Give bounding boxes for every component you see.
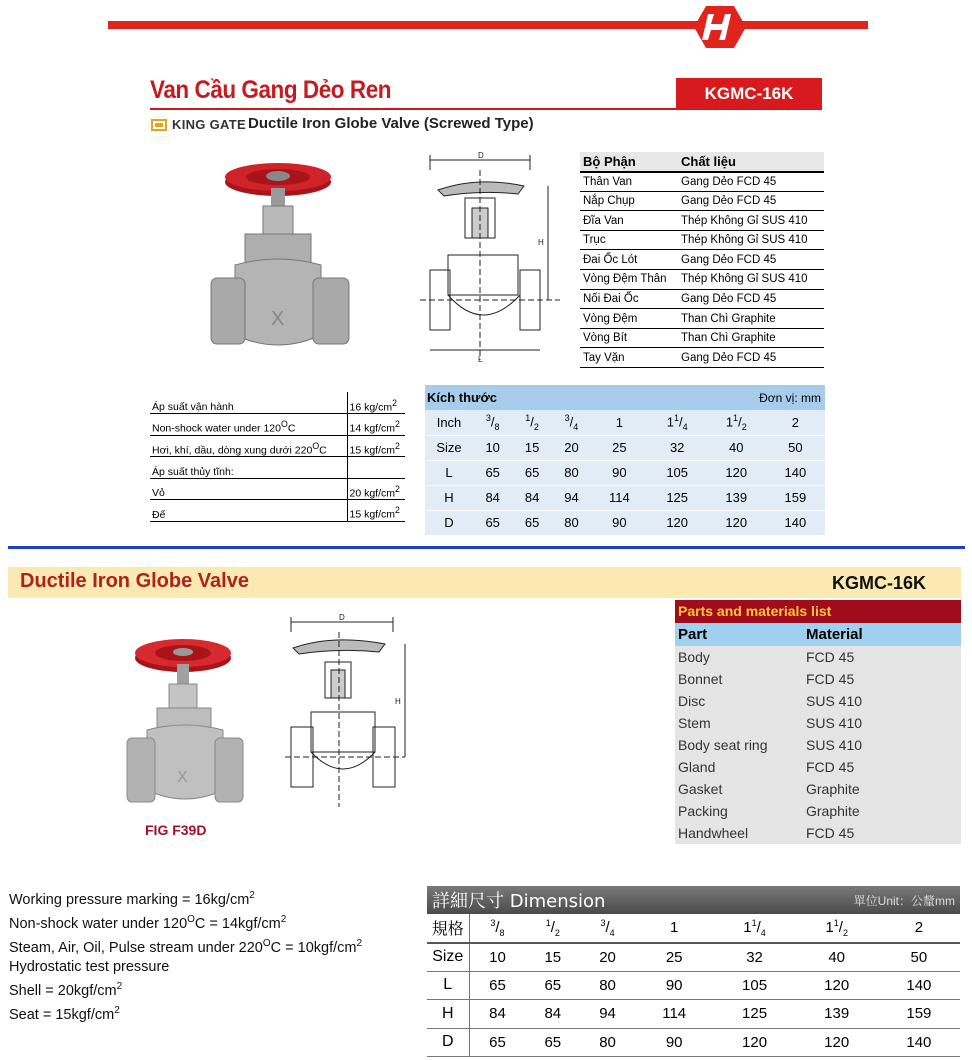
cell: 120 — [713, 1028, 795, 1057]
cell: 20 — [552, 435, 591, 460]
cell: 80 — [552, 510, 591, 535]
cell: 50 — [766, 435, 825, 460]
part-name: Vòng Bít — [580, 328, 678, 348]
table-row — [425, 460, 825, 485]
kinggate-crown-icon — [150, 116, 168, 132]
part-material: Gang Dẻo FCD 45 — [678, 289, 824, 309]
part-material: Gang Dẻo FCD 45 — [678, 250, 824, 270]
cell: 10 — [473, 435, 512, 460]
table-row — [675, 646, 961, 668]
part-name: Packing — [678, 803, 728, 819]
part-material: Gang Dẻo FCD 45 — [678, 191, 824, 211]
cell: 80 — [552, 460, 591, 485]
svg-text:X: X — [177, 769, 188, 786]
vn-subtitle: Ductile Iron Globe Valve (Screwed Type) — [248, 115, 534, 132]
en-model-code: KGMC-16K — [832, 573, 927, 593]
cell: 159 — [766, 485, 825, 510]
part-material: FCD 45 — [806, 759, 855, 775]
cell: 94 — [552, 485, 591, 510]
vn-model-code: KGMC-16K — [676, 78, 822, 109]
cell: 84 — [469, 1000, 525, 1029]
part-name: Vòng Đệm — [580, 309, 678, 329]
cell: 140 — [878, 1028, 960, 1057]
svg-text:D: D — [478, 151, 484, 160]
cell: 40 — [707, 435, 766, 460]
part-material: SUS 410 — [806, 693, 863, 709]
table-row — [580, 348, 824, 368]
cell: 80 — [580, 1028, 635, 1057]
spec-value: 16 kg/cm — [349, 401, 393, 413]
table-row — [675, 668, 961, 690]
table-row: Vỏ 20 kgf/$cm^2$ — [150, 478, 405, 500]
table-row — [580, 289, 824, 309]
part-material: Graphite — [806, 803, 860, 819]
part-name: Handwheel — [678, 825, 749, 841]
spec-line: Hydrostatic test pressure — [9, 959, 170, 976]
part-name: Bonnet — [678, 671, 723, 687]
cell: 65 — [469, 971, 525, 1000]
cell: 105 — [713, 971, 795, 1000]
part-material: Thép Không Gỉ SUS 410 — [678, 270, 824, 290]
row-label: Size — [425, 435, 473, 460]
table-row — [675, 800, 961, 822]
table-row: Đế 15 kgf/$cm^2$ — [150, 500, 405, 522]
cell: 120 — [796, 1028, 878, 1057]
cell: 90 — [591, 460, 647, 485]
part-material: Thép Không Gỉ SUS 410 — [678, 230, 824, 250]
cell: 25 — [635, 943, 714, 972]
cell: 65 — [525, 1028, 580, 1057]
cell: 80 — [580, 971, 635, 1000]
spec-value: 15 kgf/cm — [349, 444, 396, 456]
cell: 84 — [512, 485, 551, 510]
part-material: Gang Dẻo FCD 45 — [678, 172, 824, 192]
cell: 84 — [473, 485, 512, 510]
part-material: Thép Không Gỉ SUS 410 — [678, 211, 824, 231]
valve-drawing-top — [420, 150, 570, 365]
table-row — [580, 172, 824, 192]
cell: 20 — [580, 943, 635, 972]
part-name: Nối Đai Ốc — [580, 289, 678, 309]
spec-value: 14 kgf/cm — [349, 422, 396, 435]
spec-line: Shell = 20kgf/cm — [9, 983, 117, 1000]
table-row — [580, 230, 824, 250]
table-row — [580, 328, 824, 348]
brand-logo-icon — [692, 4, 748, 50]
spec-line: Seat = 15kgf/cm — [9, 1007, 115, 1024]
table-row: Inch $^3/_8$ $^1/_2$ $^3/_4$ 1 $1^1/_4$ $1^1/_2$ 2 — [425, 410, 825, 435]
svg-text:D: D — [339, 613, 345, 622]
part-material: Gang Dẻo FCD 45 — [678, 348, 824, 368]
valve-photo-bottom — [125, 630, 245, 815]
cell: 90 — [635, 1028, 714, 1057]
valve-photo-top — [205, 150, 355, 360]
cell: 90 — [591, 510, 647, 535]
cell: 25 — [591, 435, 647, 460]
valve-drawing-bottom — [285, 612, 415, 812]
brand-name: KING GATE — [172, 116, 246, 132]
inch-label: Inch — [425, 410, 473, 435]
table-row — [580, 211, 824, 231]
table-row — [580, 270, 824, 290]
table-row — [425, 510, 825, 535]
cell: 65 — [473, 460, 512, 485]
table-row — [425, 435, 825, 460]
cell: 159 — [878, 1000, 960, 1029]
table-row: Áp suất vận hành 16 $kg/cm^2$ — [150, 392, 405, 414]
row-label: D — [425, 510, 473, 535]
en-page-title: Ductile Iron Globe Valve — [20, 570, 249, 592]
cell: 120 — [707, 460, 766, 485]
en-dim-unit: 單位Unit：公釐mm — [853, 893, 955, 908]
spec-label: Vỏ — [152, 487, 165, 499]
vn-page-title: Van Cầu Gang Dẻo Ren — [150, 76, 392, 104]
table-row — [675, 712, 961, 734]
table-row — [150, 457, 405, 479]
part-name: Trục — [580, 230, 678, 250]
vn-parts-header-part: Bộ Phận — [580, 152, 678, 172]
spec-label: Hơi, khí, dầu, dòng xung dưới 220 — [152, 444, 313, 456]
part-name: Vòng Đệm Thân — [580, 270, 678, 290]
svg-text:H: H — [395, 697, 401, 706]
table-row — [675, 690, 961, 712]
en-dimension-table — [427, 886, 960, 1057]
vn-spec-table — [150, 392, 405, 522]
vn-parts-header-material: Chất liệu — [678, 152, 824, 172]
vn-dim-unit: Đơn vị: mm — [759, 390, 821, 405]
table-row: 規格 $^3/_8$ $^1/_2$ $^3/_4$ 1 $1^1/_4$ $1^1/_2$ 2 — [427, 914, 960, 943]
cell: 140 — [766, 460, 825, 485]
table-row — [675, 734, 961, 756]
cell: 15 — [525, 943, 580, 972]
spec-label: Áp suất thủy tĩnh: — [152, 465, 234, 478]
cell: 15 — [512, 435, 551, 460]
spec-label: Đế — [152, 508, 166, 521]
cell: 65 — [469, 1028, 525, 1057]
en-parts-table — [675, 600, 961, 844]
en-spec-text: Working pressure marking = $16kg/cm^2$ Non-shock water under $120^OC = 14kgf/cm^2$ Steam, Air, Oil, Pulse stream under $220^OC = 10kgf/cm^2$ Hydrostatic test pressure Shell = $20kgf/cm^2$ Seat = $15kgf/cm^2$ — [9, 890, 363, 1024]
cell: 10 — [469, 943, 525, 972]
cell: 90 — [635, 971, 714, 1000]
spec-label: Áp suất vận hành — [152, 401, 234, 413]
en-dim-title: 詳細尺寸 Dimension — [432, 891, 606, 912]
row-label: H — [425, 485, 473, 510]
part-material: SUS 410 — [806, 715, 863, 731]
en-parts-header-part: Part — [675, 623, 803, 646]
part-name: Nắp Chụp — [580, 191, 678, 211]
part-name: Thân Van — [580, 172, 678, 192]
vn-dim-title: Kích thước — [427, 390, 497, 405]
part-name: Gasket — [678, 781, 723, 797]
table-row: Non-shock water under $120^OC$ 14 kgf/$cm^2$ — [150, 414, 405, 436]
cell: 139 — [796, 1000, 878, 1029]
table-row — [427, 971, 960, 1000]
section-divider — [8, 546, 965, 549]
cell: 114 — [591, 485, 647, 510]
cell: 120 — [796, 971, 878, 1000]
svg-text:L: L — [478, 355, 483, 364]
size-label: 規格 — [427, 914, 469, 943]
row-label: L — [427, 971, 469, 1000]
row-label: Size — [427, 943, 469, 972]
row-label: D — [427, 1028, 469, 1057]
part-material: FCD 45 — [806, 671, 855, 687]
figure-label: FIG F39D — [145, 822, 207, 838]
header-rule — [108, 21, 868, 29]
cell: 125 — [713, 1000, 795, 1029]
table-row — [427, 1028, 960, 1057]
part-name: Đai Ốc Lót — [580, 250, 678, 270]
spec-line: Non-shock water under 120 — [9, 915, 188, 932]
cell: 140 — [878, 971, 960, 1000]
part-material: SUS 410 — [806, 737, 863, 753]
table-row — [580, 309, 824, 329]
part-name: Gland — [678, 759, 716, 775]
part-name: Body — [678, 649, 710, 665]
cell: 140 — [766, 510, 825, 535]
row-label: L — [425, 460, 473, 485]
table-row — [675, 756, 961, 778]
part-name: Tay Vặn — [580, 348, 678, 368]
cell: 65 — [473, 510, 512, 535]
table-row — [427, 1000, 960, 1029]
part-name: Body seat ring — [678, 737, 768, 753]
cell: 120 — [648, 510, 707, 535]
table-row — [675, 778, 961, 800]
spec-label: Non-shock water under 120 — [152, 422, 281, 435]
cell: 120 — [707, 510, 766, 535]
cell: 125 — [648, 485, 707, 510]
table-row: Hơi, khí, dầu, dòng xung dưới $220^OC$ 15 kgf/$cm^2$ — [150, 435, 405, 457]
cell: 94 — [580, 1000, 635, 1029]
vn-dimension-table — [425, 385, 825, 536]
kinggate-logo — [150, 115, 246, 133]
spec-value: 15 kgf/cm — [349, 508, 396, 521]
table-row — [675, 822, 961, 844]
vn-parts-table — [580, 152, 824, 368]
cell: 65 — [525, 971, 580, 1000]
cell: 50 — [878, 943, 960, 972]
part-name: Stem — [678, 715, 711, 731]
svg-text:H: H — [538, 238, 544, 247]
row-label: H — [427, 1000, 469, 1029]
part-material: Than Chì Graphite — [678, 328, 824, 348]
cell: 84 — [525, 1000, 580, 1029]
cell: 139 — [707, 485, 766, 510]
en-parts-title: Parts and materials list — [675, 600, 961, 623]
cell: 65 — [512, 510, 551, 535]
cell: 40 — [796, 943, 878, 972]
part-material: Graphite — [806, 781, 860, 797]
part-material: FCD 45 — [806, 825, 855, 841]
spec-value: 20 kgf/cm — [349, 487, 396, 499]
spec-line: Steam, Air, Oil, Pulse stream under 220 — [9, 939, 263, 956]
en-parts-header-material: Material — [803, 623, 961, 646]
table-row — [580, 250, 824, 270]
svg-text:X: X — [271, 308, 285, 330]
cell: 65 — [512, 460, 551, 485]
cell: 105 — [648, 460, 707, 485]
part-name: Disc — [678, 693, 706, 709]
cell: 114 — [635, 1000, 714, 1029]
table-row — [427, 943, 960, 972]
table-row — [580, 191, 824, 211]
part-material: Than Chì Graphite — [678, 309, 824, 329]
spec-line: Working pressure marking = 16kg/cm — [9, 891, 250, 908]
cell: 32 — [713, 943, 795, 972]
part-name: Đĩa Van — [580, 211, 678, 231]
cell: 32 — [648, 435, 707, 460]
part-material: FCD 45 — [806, 649, 855, 665]
table-row — [425, 485, 825, 510]
